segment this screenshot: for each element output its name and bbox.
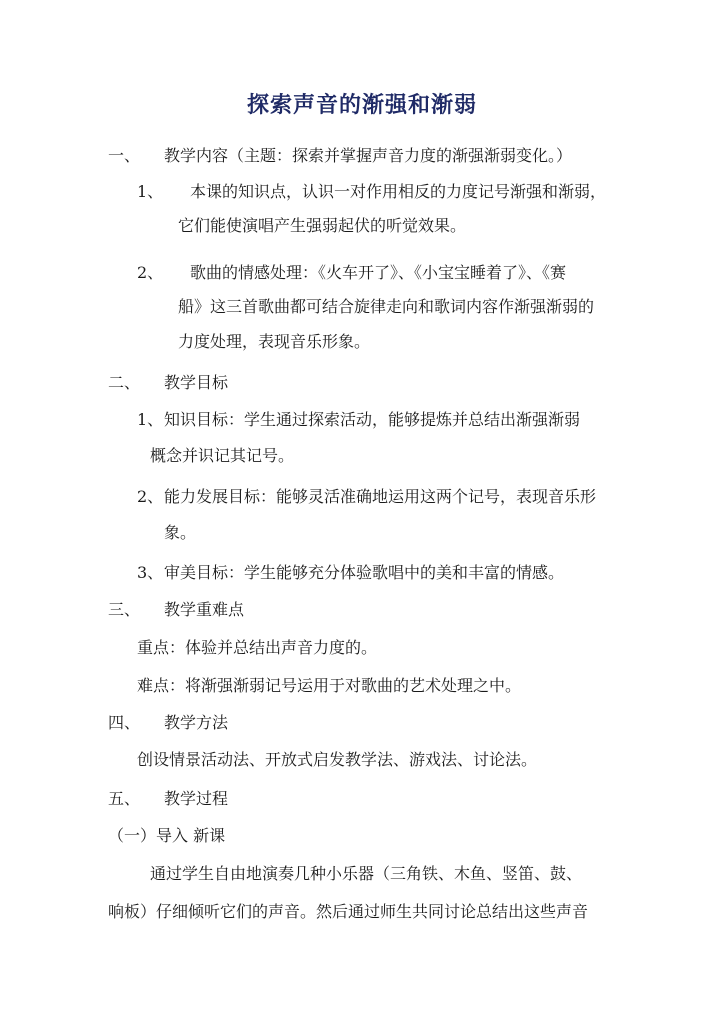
section-3-number: 三、 <box>108 600 141 619</box>
teaching-methods: 创设情景活动法、开放式启发教学法、游戏法、讨论法。 <box>137 750 538 769</box>
content-item-2-number: 2、 <box>137 263 164 282</box>
goal-item-2-line-1: 能力发展目标：能够灵活准确地运用这两个记号，表现音乐形 <box>164 487 597 506</box>
intro-paragraph-line-1: 通过学生自由地演奏几种小乐器（三角铁、木鱼、竖笛、鼓、 <box>150 864 583 883</box>
content-item-2-line-2: 船》这三首歌曲都可结合旋律走向和歌词内容作渐强渐弱的 <box>178 297 595 316</box>
intro-paragraph-line-2: 响板）仔细倾听它们的声音。然后通过师生共同讨论总结出这些声音 <box>108 902 589 921</box>
section-3-heading: 教学重难点 <box>164 600 245 619</box>
goal-item-2-number: 2、 <box>137 487 164 506</box>
section-5-heading: 教学过程 <box>164 789 229 808</box>
goal-item-1-number: 1、 <box>137 410 164 429</box>
subsection-heading: （一）导入 新课 <box>108 826 226 845</box>
content-item-1-line-1: 本课的知识点，认识一对作用相反的力度记号渐强和渐弱， <box>190 182 607 201</box>
document-title: 探索声音的渐强和渐弱 <box>246 92 477 118</box>
content-item-1-number: 1、 <box>137 182 164 201</box>
goal-item-1-line-1: 知识目标：学生通过探索活动，能够提炼并总结出渐强渐弱 <box>164 410 581 429</box>
goal-item-1-line-2: 概念并识记其记号。 <box>150 446 295 465</box>
goal-item-2-line-2: 象。 <box>164 523 197 542</box>
content-item-1-line-2: 它们能使演唱产生强弱起伏的听觉效果。 <box>178 216 467 235</box>
goal-item-3-line-1: 审美目标：学生能够充分体验歌唱中的美和丰富的情感。 <box>164 563 565 582</box>
difficult-point: 难点：将渐强渐弱记号运用于对歌曲的艺术处理之中。 <box>137 676 522 695</box>
section-4-heading: 教学方法 <box>164 713 229 732</box>
section-4-number: 四、 <box>108 713 141 732</box>
section-5-number: 五、 <box>108 789 141 808</box>
content-item-2-line-3: 力度处理，表现音乐形象。 <box>178 332 371 351</box>
section-2-number: 二、 <box>108 373 141 392</box>
key-point: 重点：体验并总结出声音力度的。 <box>137 638 378 657</box>
section-2-heading: 教学目标 <box>164 373 229 392</box>
content-item-2-line-1: 歌曲的情感处理：《火车开了》、《小宝宝睡着了》、《赛 <box>190 263 567 282</box>
goal-item-3-number: 3、 <box>137 563 164 582</box>
section-1-heading: 教学内容（主题：探索并掌握声音力度的渐强渐弱变化。） <box>164 146 573 165</box>
section-1-number: 一、 <box>108 146 141 165</box>
